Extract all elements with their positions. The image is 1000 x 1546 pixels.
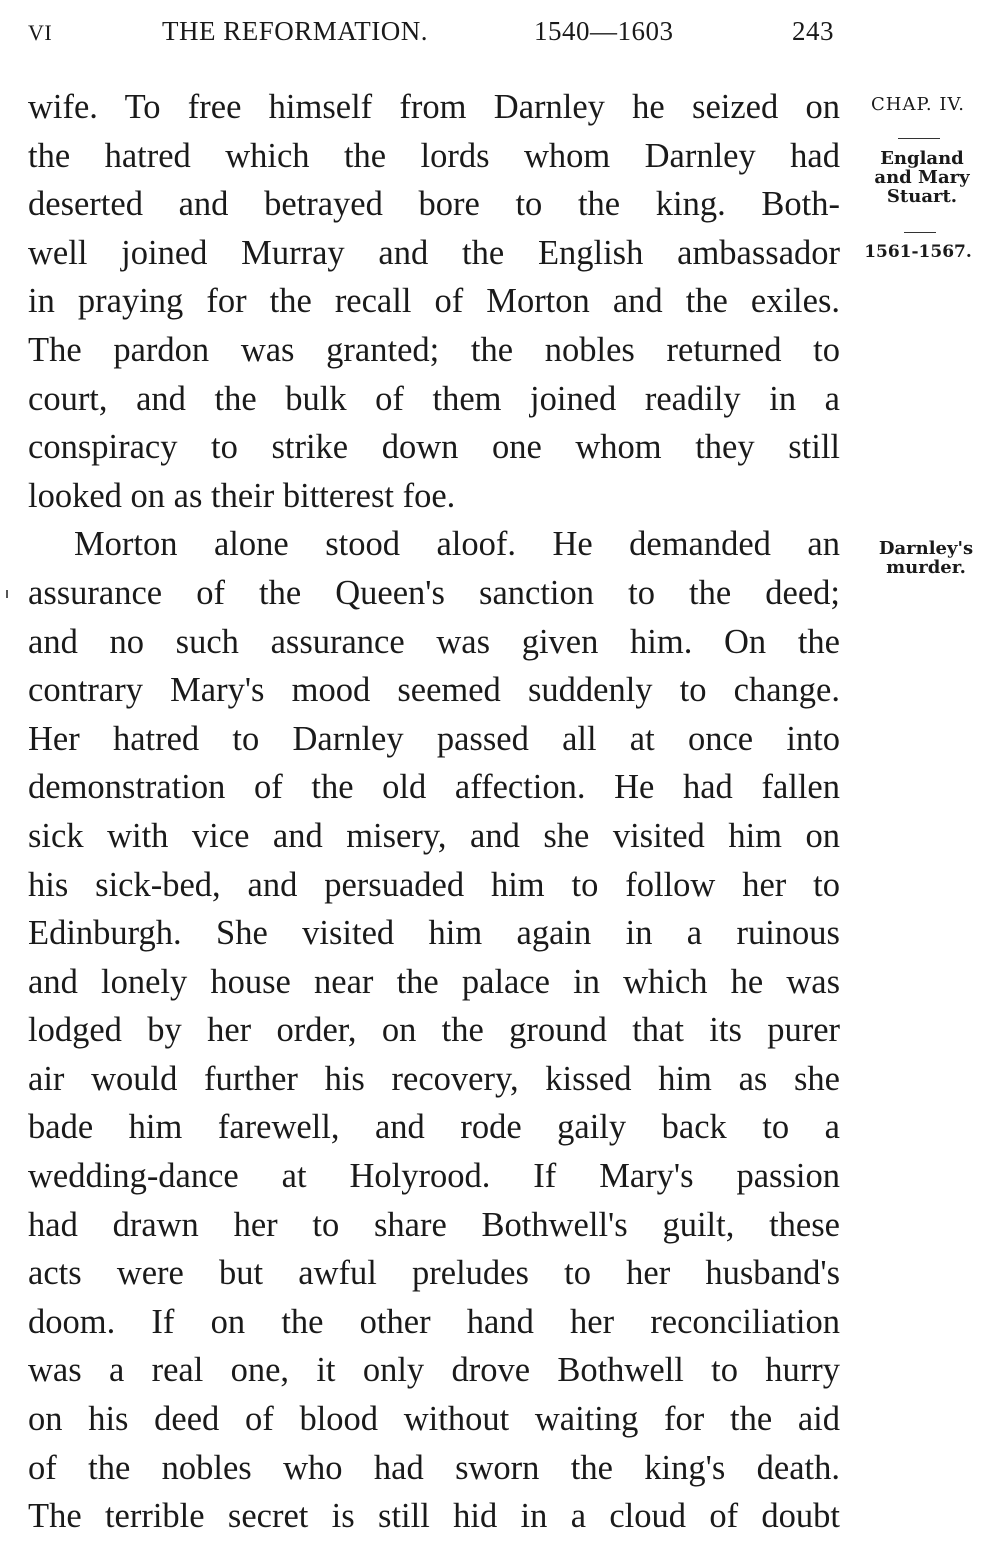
text-line: demonstration of the old affection. He had fallen <box>28 768 840 807</box>
text-line: in praying for the recall of Morton and the exiles. <box>28 282 840 321</box>
text-line: The pardon was granted; the nobles returned to <box>28 330 840 369</box>
margin-note-chapter: CHAP. IV. <box>870 94 966 115</box>
margin-note-line: murder. <box>886 556 966 578</box>
margin-note-line: and Mary <box>874 166 970 188</box>
header-years: 1540—1603 <box>534 16 674 46</box>
text-line: acts were but awful preludes to her husband's <box>28 1254 840 1293</box>
margin-rule <box>898 138 940 139</box>
text-line: doom. If on the other hand her reconciliation <box>28 1302 840 1341</box>
running-title: THE REFORMATION. <box>162 16 429 46</box>
text-line: wife. To free himself from Darnley he seized on <box>28 88 840 126</box>
text-line: bade him farewell, and rode gaily back to a <box>28 1108 840 1147</box>
text-line: conspiracy to strike down one whom they still <box>28 428 840 467</box>
page-number: 243 <box>792 16 834 46</box>
text-line: of the nobles who had sworn the king's death. <box>28 1448 840 1487</box>
text-line: the hatred which the lords whom Darnley had <box>28 136 840 175</box>
margin-rule <box>904 232 936 233</box>
text-line: looked on as their bitterest foe. <box>28 476 456 515</box>
text-line: contrary Mary's mood seemed suddenly to change. <box>28 671 840 710</box>
text-line: air would further his recovery, kissed him as she <box>28 1059 840 1098</box>
text-line: and no such assurance was given him. On the <box>28 622 840 661</box>
text-line: his sick-bed, and persuaded him to follow her to <box>28 865 840 904</box>
margin-note-years: 1561-1567. <box>864 242 972 262</box>
text-line: court, and the bulk of them joined readily in a <box>28 379 840 418</box>
text-line: The terrible secret is still hid in a cloud of doubt <box>28 1497 840 1536</box>
text-line: deserted and betrayed bore to the king. Both- <box>28 185 840 224</box>
text-line: Her hatred to Darnley passed all at once into <box>28 719 840 758</box>
text-line: was a real one, it only drove Bothwell to hurry <box>28 1351 840 1390</box>
text-line: assurance of the Queen's sanction to the deed; <box>28 573 840 612</box>
text-line: and lonely house near the palace in which he was <box>28 962 840 1001</box>
text-line: had drawn her to share Bothwell's guilt, these <box>28 1205 840 1244</box>
text-line: Edinburgh. She visited him again in a ruinous <box>28 914 840 953</box>
section-number: VI <box>28 20 53 45</box>
margin-note-darnley-murder <box>862 540 990 578</box>
margin-note-line: Stuart. <box>886 185 958 207</box>
margin-note-subject <box>858 150 986 207</box>
body-text <box>28 83 840 1541</box>
margin-mark <box>6 590 8 598</box>
text-line: on his deed of blood without waiting for the aid <box>28 1400 840 1439</box>
text-line: wedding-dance at Holyrood. If Mary's passion <box>28 1157 840 1196</box>
running-header <box>28 16 840 56</box>
paragraph-start-line: Morton alone stood aloof. He demanded an <box>74 525 840 564</box>
text-line: lodged by her order, on the ground that its purer <box>28 1011 840 1050</box>
margin-note-line: England <box>880 148 964 169</box>
text-line: well joined Murray and the English ambassador <box>28 233 840 272</box>
margin-note-line: Darnley's <box>878 538 974 559</box>
text-line: sick with vice and misery, and she visited him on <box>28 816 840 855</box>
